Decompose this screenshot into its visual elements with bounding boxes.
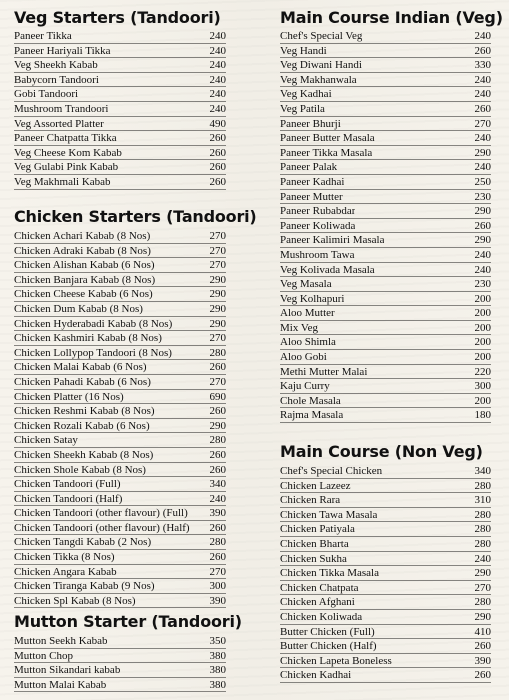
menu-item-price: 200 [474, 336, 491, 349]
menu-item-price: 290 [474, 205, 491, 218]
menu-item-name: Chicken Malai Kabab (6 Nos) [14, 361, 147, 374]
mutton-starter-list [14, 634, 226, 692]
menu-item-name: Chicken Rozali Kabab (6 Nos) [14, 419, 150, 432]
menu-item-price: 340 [209, 478, 226, 491]
mutton-starter-title: Mutton Starter (Tandoori) [14, 612, 242, 631]
menu-item-price: 270 [209, 230, 226, 242]
menu-item-name: Chicken Patiyala [280, 523, 355, 536]
menu-item [280, 175, 491, 190]
menu-item-price: 260 [474, 640, 491, 653]
menu-item-price: 290 [209, 273, 226, 286]
menu-item [280, 263, 491, 278]
menu-item-name: Chicken Hyderabadi Kabab (8 Nos) [14, 317, 173, 330]
menu-item-name: Chicken Sheekh Kabab (8 Nos) [14, 448, 154, 461]
menu-item-price: 270 [474, 117, 491, 130]
menu-item-name: Kaju Curry [280, 380, 330, 393]
menu-item [14, 448, 226, 463]
menu-item [14, 146, 226, 161]
menu-item-name: Veg Masala [280, 278, 332, 291]
menu-item [280, 160, 491, 175]
menu-item-price: 240 [474, 132, 491, 145]
chicken-starters-section [14, 207, 257, 608]
menu-item-price: 220 [474, 365, 491, 378]
menu-item [280, 277, 491, 292]
menu-item [280, 146, 491, 161]
menu-item-name: Veg Cheese Kom Kabab [14, 146, 122, 159]
menu-item [14, 229, 226, 244]
menu-item [280, 248, 491, 263]
menu-item-price: 340 [474, 465, 491, 477]
menu-item-price: 290 [209, 419, 226, 432]
menu-item [280, 639, 491, 654]
menu-item-name: Veg Kolhapuri [280, 292, 345, 305]
menu-item [14, 331, 226, 346]
menu-item-price: 330 [474, 59, 491, 72]
menu-item-name: Chicken Chatpata [280, 581, 359, 594]
menu-item [280, 552, 491, 567]
menu-item-price: 290 [474, 610, 491, 623]
menu-item-name: Aloo Mutter [280, 307, 335, 320]
menu-item-price: 490 [209, 117, 226, 130]
menu-item-price: 260 [474, 102, 491, 115]
menu-item-price: 200 [474, 292, 491, 305]
menu-item-price: 390 [209, 594, 226, 607]
menu-item-price: 380 [209, 678, 226, 691]
menu-item [280, 233, 491, 248]
menu-item-price: 270 [209, 259, 226, 272]
menu-item [14, 29, 226, 44]
menu-item-name: Veg Makhanwala [280, 73, 357, 86]
menu-item [280, 87, 491, 102]
menu-item-name: Paneer Kadhai [280, 175, 345, 188]
menu-item [14, 317, 226, 332]
menu-item [280, 190, 491, 205]
menu-item-name: Babycorn Tandoori [14, 73, 99, 86]
menu-item [14, 492, 226, 507]
menu-item [14, 175, 226, 190]
menu-item-name: Gobi Tandoori [14, 88, 79, 101]
menu-item-name: Aloo Gobi [280, 351, 327, 364]
menu-item-name: Veg Handi [280, 44, 327, 57]
veg-starters-list [14, 29, 226, 190]
menu-item [280, 204, 491, 219]
menu-item-price: 240 [209, 59, 226, 72]
menu-item-price: 260 [209, 132, 226, 145]
menu-item [14, 579, 226, 594]
menu-item-name: Paneer Kalimiri Masala [280, 234, 385, 247]
menu-item-name: Chole Masala [280, 394, 341, 407]
menu-item [280, 595, 491, 610]
menu-item-name: Mushroom Trandoori [14, 102, 109, 115]
menu-item-price: 260 [474, 219, 491, 232]
menu-item-name: Veg Kadhai [280, 88, 332, 101]
menu-item-price: 270 [209, 332, 226, 345]
menu-item-price: 240 [474, 161, 491, 174]
menu-item [14, 73, 226, 88]
menu-item [280, 306, 491, 321]
menu-item-name: Methi Mutter Malai [280, 365, 368, 378]
menu-item-price: 290 [474, 567, 491, 580]
menu-item-name: Chicken Alishan Kabab (6 Nos) [14, 259, 155, 272]
menu-item [280, 610, 491, 625]
menu-item-name: Chicken Afghani [280, 596, 355, 609]
menu-item-price: 200 [474, 351, 491, 364]
menu-item-price: 290 [209, 317, 226, 330]
menu-item-name: Chicken Tandoori (other flavour) (Half) [14, 521, 190, 534]
main-course-veg-list [280, 29, 491, 423]
main-course-nonveg-list [280, 464, 491, 683]
menu-item [14, 287, 226, 302]
menu-item-price: 260 [209, 551, 226, 564]
menu-item [280, 131, 491, 146]
menu-item-name: Chicken Sukha [280, 552, 347, 565]
menu-item-name: Rajma Masala [280, 409, 344, 422]
menu-item-name: Veg Diwani Handi [280, 59, 362, 72]
menu-item-price: 260 [209, 361, 226, 374]
menu-item-name: Chicken Lapeta Boneless [280, 654, 392, 667]
menu-item-price: 230 [474, 278, 491, 291]
menu-item [14, 663, 226, 678]
menu-item-name: Veg Gulabi Pink Kabab [14, 161, 119, 174]
main-course-nonveg-title: Main Course (Non Veg) [280, 442, 483, 461]
menu-item [14, 433, 226, 448]
menu-item-name: Chicken Satay [14, 434, 78, 447]
menu-item-name: Chicken Tiranga Kabab (9 Nos) [14, 580, 155, 593]
menu-item-name: Paneer Koliwada [280, 219, 356, 232]
chicken-starters-title: Chicken Starters (Tandoori) [14, 207, 257, 226]
menu-item [280, 321, 491, 336]
menu-item [14, 565, 226, 580]
menu-item [14, 419, 226, 434]
menu-item [280, 29, 491, 44]
menu-item-price: 240 [209, 73, 226, 86]
menu-item-name: Chicken Lollypop Tandoori (8 Nos) [14, 346, 172, 359]
menu-item [14, 44, 226, 59]
menu-item-price: 180 [474, 409, 491, 422]
menu-item-name: Chicken Bharta [280, 537, 349, 550]
menu-item-price: 290 [209, 288, 226, 301]
menu-item [14, 634, 226, 649]
menu-item [280, 379, 491, 394]
menu-item-name: Mutton Sikandari kabab [14, 664, 121, 677]
menu-item-price: 280 [474, 523, 491, 536]
menu-item [14, 649, 226, 664]
menu-item-name: Mutton Seekh Kabab [14, 635, 108, 647]
menu-item-name: Mushroom Tawa [280, 248, 355, 261]
menu-item-price: 260 [209, 521, 226, 534]
menu-item [14, 506, 226, 521]
menu-item-price: 240 [474, 248, 491, 261]
menu-item-price: 240 [474, 73, 491, 86]
menu-item-price: 260 [209, 161, 226, 174]
menu-item-name: Chicken Tangdi Kabab (2 Nos) [14, 536, 152, 549]
menu-item [14, 160, 226, 175]
menu-item-price: 280 [209, 346, 226, 359]
menu-item-price: 300 [209, 580, 226, 593]
menu-item-price: 240 [209, 44, 226, 57]
main-course-veg-section [280, 8, 503, 423]
menu-item-price: 270 [209, 244, 226, 257]
menu-item [280, 668, 491, 683]
menu-item-name: Chicken Reshmi Kabab (8 Nos) [14, 405, 155, 418]
menu-item-name: Chicken Platter (16 Nos) [14, 390, 124, 403]
menu-item-price: 390 [209, 507, 226, 520]
menu-item [14, 477, 226, 492]
menu-item [14, 678, 226, 693]
menu-item-name: Mutton Chop [14, 649, 73, 662]
menu-item-price: 290 [474, 146, 491, 159]
menu-item-price: 290 [209, 302, 226, 315]
menu-item-price: 260 [209, 175, 226, 188]
menu-item [280, 493, 491, 508]
menu-item-price: 240 [474, 30, 491, 42]
menu-item [14, 117, 226, 132]
menu-item [280, 537, 491, 552]
menu-item [14, 535, 226, 550]
menu-item-price: 240 [474, 88, 491, 101]
menu-item-name: Chicken Tikka (8 Nos) [14, 551, 115, 564]
menu-item-price: 250 [474, 175, 491, 188]
menu-item-price: 380 [209, 649, 226, 662]
menu-item [280, 479, 491, 494]
veg-starters-title: Veg Starters (Tandoori) [14, 8, 221, 27]
main-course-veg-title: Main Course Indian (Veg) [280, 8, 503, 27]
menu-item-name: Chicken Tawa Masala [280, 508, 378, 521]
menu-item [14, 87, 226, 102]
chicken-starters-list [14, 229, 226, 608]
menu-item-name: Chicken Banjara Kabab (8 Nos) [14, 273, 156, 286]
menu-item-name: Paneer Rubabdar [280, 205, 356, 218]
menu-item-name: Chicken Angara Kabab [14, 565, 117, 578]
menu-item-name: Chicken Shole Kabab (8 Nos) [14, 463, 146, 476]
menu-item-price: 200 [474, 321, 491, 334]
menu-item-name: Paneer Tikka Masala [280, 146, 373, 159]
menu-item [280, 566, 491, 581]
menu-item-price: 240 [209, 492, 226, 505]
menu-item-price: 280 [474, 479, 491, 492]
menu-item [280, 464, 491, 479]
menu-item [14, 521, 226, 536]
menu-item-name: Butter Chicken (Full) [280, 625, 375, 638]
menu-item-name: Veg Kolivada Masala [280, 263, 375, 276]
menu-item-name: Chef's Special Chicken [280, 465, 383, 477]
menu-item-price: 260 [209, 405, 226, 418]
menu-item [280, 73, 491, 88]
menu-item-price: 260 [209, 463, 226, 476]
menu-item [280, 335, 491, 350]
menu-item-name: Aloo Shimla [280, 336, 336, 349]
menu-item-price: 350 [209, 635, 226, 647]
menu-item-name: Paneer Palak [280, 161, 338, 174]
menu-item-price: 690 [209, 390, 226, 403]
menu-item-price: 280 [474, 508, 491, 521]
menu-item-price: 280 [474, 596, 491, 609]
menu-item-name: Chicken Tandoori (other flavour) (Full) [14, 507, 188, 520]
menu-item-price: 240 [209, 102, 226, 115]
menu-item-name: Chicken Tandoori (Full) [14, 478, 121, 491]
menu-item [14, 360, 226, 375]
menu-item-price: 270 [474, 581, 491, 594]
menu-item [14, 390, 226, 405]
menu-item [14, 550, 226, 565]
menu-item-name: Veg Sheekh Kabab [14, 59, 98, 72]
menu-item-price: 280 [474, 537, 491, 550]
menu-item-name: Chicken Lazeez [280, 479, 351, 492]
menu-item-name: Chicken Pahadi Kabab (6 Nos) [14, 375, 151, 388]
menu-item-price: 240 [209, 88, 226, 101]
menu-item-price: 300 [474, 380, 491, 393]
menu-item-price: 260 [474, 44, 491, 57]
menu-item-name: Butter Chicken (Half) [280, 640, 377, 653]
menu-item [14, 404, 226, 419]
menu-item-price: 230 [474, 190, 491, 203]
veg-starters-section [14, 8, 226, 190]
menu-item-price: 310 [474, 494, 491, 507]
menu-item-price: 260 [474, 669, 491, 682]
menu-item [14, 102, 226, 117]
menu-item [280, 102, 491, 117]
menu-item-name: Chicken Rara [280, 494, 341, 507]
menu-item-name: Chicken Achari Kabab (8 Nos) [14, 230, 151, 242]
menu-item [14, 375, 226, 390]
mutton-starter-section [14, 612, 242, 692]
menu-item-name: Paneer Chatpatta Tikka [14, 132, 117, 145]
menu-item-name: Chicken Adraki Kabab (8 Nos) [14, 244, 151, 257]
menu-item [280, 292, 491, 307]
menu-item-name: Paneer Mutter [280, 190, 343, 203]
menu-item [280, 219, 491, 234]
menu-item [280, 394, 491, 409]
menu-item-name: Chef's Special Veg [280, 30, 363, 42]
menu-item-price: 260 [209, 448, 226, 461]
menu-item [280, 408, 491, 423]
menu-item [14, 58, 226, 73]
menu-item-price: 260 [209, 146, 226, 159]
menu-item [14, 131, 226, 146]
menu-item-name: Chicken Kadhai [280, 669, 352, 682]
menu-item-price: 280 [209, 434, 226, 447]
menu-item-price: 290 [474, 234, 491, 247]
menu-item-price: 200 [474, 307, 491, 320]
menu-item-name: Paneer Hariyali Tikka [14, 44, 111, 57]
menu-item-name: Chicken Dum Kabab (8 Nos) [14, 302, 143, 315]
menu-item [280, 522, 491, 537]
menu-item [280, 581, 491, 596]
menu-item [14, 258, 226, 273]
menu-item [14, 594, 226, 609]
menu-item [14, 273, 226, 288]
menu-item-price: 380 [209, 664, 226, 677]
menu-item-price: 240 [474, 263, 491, 276]
menu-item [14, 346, 226, 361]
menu-item-name: Chicken Tikka Masala [280, 567, 379, 580]
menu-item-name: Chicken Spl Kabab (8 Nos) [14, 594, 136, 607]
menu-item [280, 44, 491, 59]
menu-item-name: Mutton Malai Kabab [14, 678, 107, 691]
menu-item-name: Veg Patila [280, 102, 325, 115]
menu-item-name: Paneer Tikka [14, 30, 72, 42]
menu-item [14, 463, 226, 478]
menu-item-price: 270 [209, 375, 226, 388]
menu-item [280, 365, 491, 380]
menu-item-name: Chicken Kashmiri Kabab (8 Nos) [14, 332, 162, 345]
menu-item-price: 410 [474, 625, 491, 638]
menu-item [280, 58, 491, 73]
menu-item-price: 390 [474, 654, 491, 667]
menu-item-price: 200 [474, 394, 491, 407]
main-course-nonveg-section [280, 442, 491, 683]
menu-item [280, 508, 491, 523]
menu-item [14, 244, 226, 259]
menu-item [280, 350, 491, 365]
menu-item-name: Paneer Butter Masala [280, 132, 375, 145]
menu-item-name: Mix Veg [280, 321, 318, 334]
menu-item-name: Veg Makhmali Kabab [14, 175, 111, 188]
menu-item-price: 270 [209, 565, 226, 578]
menu-item [280, 654, 491, 669]
menu-item-price: 240 [209, 30, 226, 42]
menu-item-name: Veg Assorted Platter [14, 117, 104, 130]
menu-item-name: Chicken Koliwada [280, 610, 363, 623]
menu-item [280, 117, 491, 132]
menu-item-price: 280 [209, 536, 226, 549]
menu-item [14, 302, 226, 317]
menu-item [280, 625, 491, 640]
menu-item-name: Paneer Bhurji [280, 117, 341, 130]
menu-item-name: Chicken Tandoori (Half) [14, 492, 123, 505]
menu-item-name: Chicken Cheese Kabab (6 Nos) [14, 288, 153, 301]
menu-item-price: 240 [474, 552, 491, 565]
